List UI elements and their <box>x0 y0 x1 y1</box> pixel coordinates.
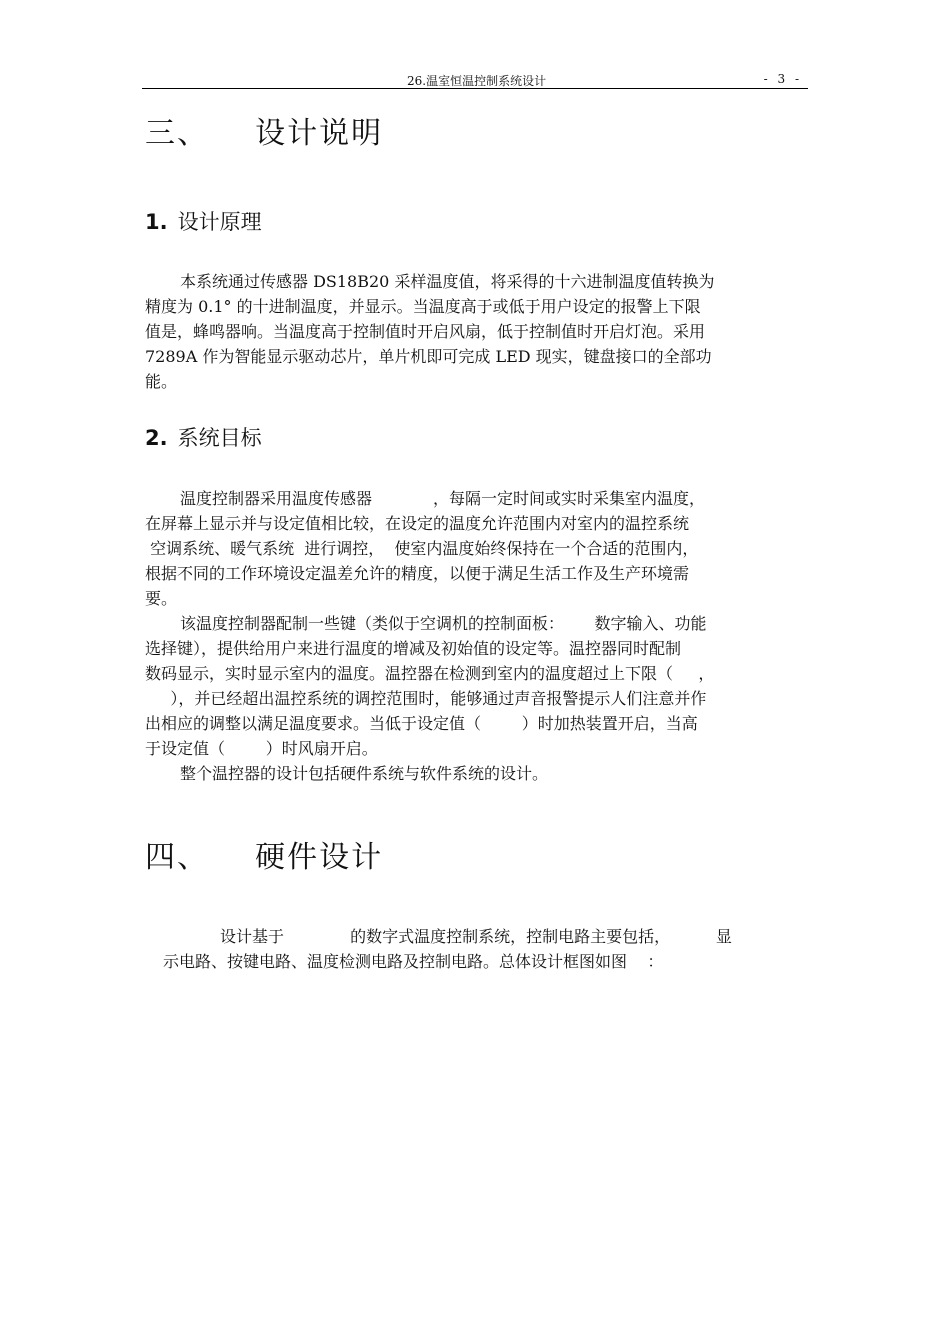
paragraph-line: 7289A 作为智能显示驱动芯片，单片机即可完成 LED 现实，键盘接口的全部功 <box>145 347 712 366</box>
paragraph-line: 于设定值（ ）时风扇开启。 <box>145 739 378 758</box>
subsection-1-heading <box>145 206 262 236</box>
subsection-1-title: 设计原理 <box>177 210 262 234</box>
page-header <box>142 70 808 89</box>
paragraph-line: 要。 <box>145 589 178 608</box>
subsection-1-number: 1. <box>145 210 168 234</box>
paragraph-line: 值是，蜂鸣器响。当温度高于控制值时开启风扇，低于控制值时开启灯泡。采用 <box>145 322 706 341</box>
paragraph-line: 出相应的调整以满足温度要求。当低于设定值（ ）时加热装置开启，当高 <box>145 714 698 733</box>
subsection-2-heading <box>145 422 262 452</box>
paragraph-line: 空调系统、暖气系统 进行调控， 使室内温度始终保持在一个合适的范围内， <box>145 539 699 558</box>
paragraph-line: 在屏幕上显示并与设定值相比较，在设定的温度允许范围内对室内的温控系统 <box>145 514 690 533</box>
paragraph-line: ），并已经超出温控系统的调控范围时，能够通过声音报警提示人们注意并作 <box>145 689 707 708</box>
paragraph-line: 示电路、按键电路、温度检测电路及控制电路。总体设计框图如图 ： <box>163 952 664 971</box>
subsection-2-number: 2. <box>145 426 168 450</box>
subsection-2-title: 系统目标 <box>177 426 262 450</box>
paragraph-line: 选择键），提供给用户来进行温度的增减及初始值的设定等。温控器同时配制 <box>145 639 682 658</box>
paragraph-line: 设计基于 的数字式温度控制系统，控制电路主要包括， 显 <box>220 927 732 946</box>
header-title: 26.温室恒温控制系统设计 <box>407 74 547 88</box>
paragraph-line: 精度为 0.1° 的十进制温度，并显示。当温度高于或低于用户设定的报警上下限 <box>145 297 701 316</box>
summary-paragraph: 整个温控器的设计包括硬件系统与软件系统的设计。 <box>180 764 549 783</box>
paragraph-line: 温度控制器采用温度传感器 ，每隔一定时间或实时采集室内温度， <box>180 489 706 508</box>
page-number: - 3 - <box>763 72 802 86</box>
section-4-heading: 四、 硬件设计 <box>145 840 384 875</box>
section-3-heading: 三、 设计说明 <box>145 116 384 151</box>
paragraph-line: 能。 <box>145 372 178 391</box>
paragraph-line: 本系统通过传感器 DS18B20 采样温度值，将采得的十六进制温度值转换为 <box>180 272 715 291</box>
paragraph-line: 根据不同的工作环境设定温差允许的精度，以便于满足生活工作及生产环境需 <box>145 564 690 583</box>
paragraph-line: 数码显示，实时显示室内的温度。温控器在检测到室内的温度超过上下限（ ， <box>145 664 715 683</box>
paragraph-line: 该温度控制器配制一些键（类似于空调机的控制面板： 数字输入、功能 <box>180 614 707 633</box>
